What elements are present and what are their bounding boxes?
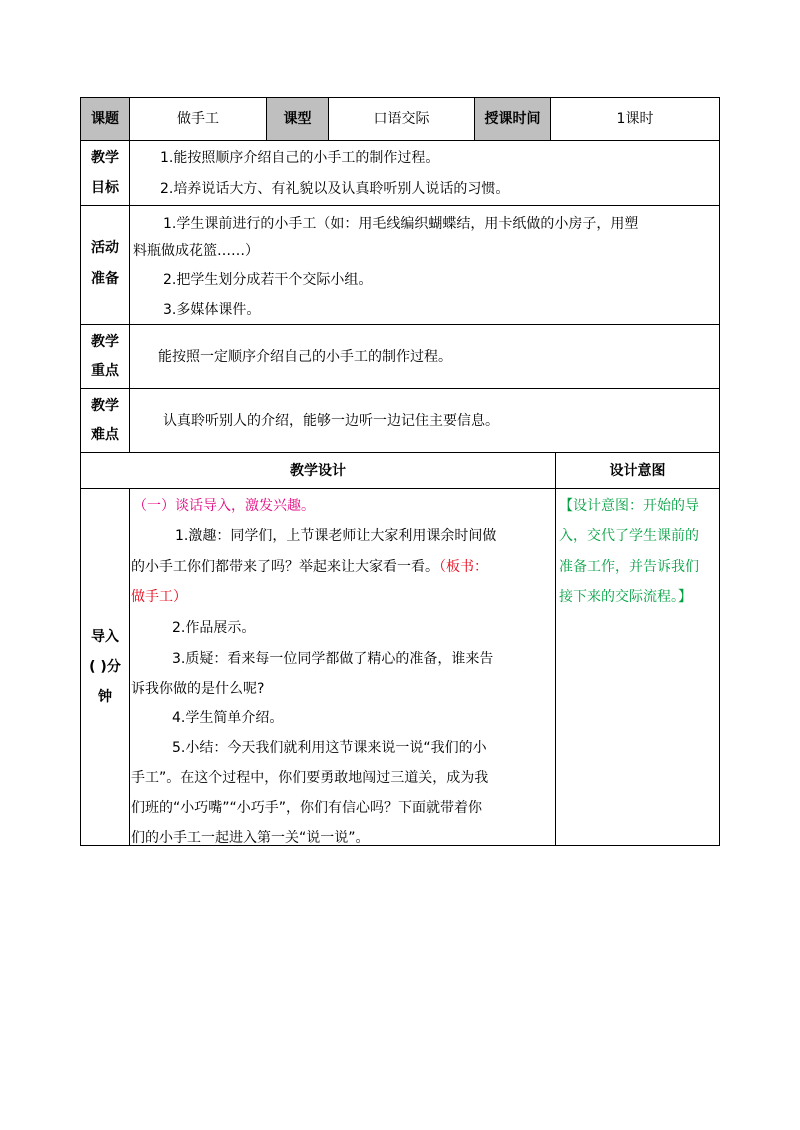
key-label-1: 教学 (91, 334, 119, 350)
prep-item-1b: 料瓶做成花篮……） (133, 243, 259, 259)
intent-line-3: 准备工作，并告诉我们 (559, 559, 699, 575)
goal-item-1: 1.能按照顺序介绍自己的小手工的制作过程。 (160, 150, 440, 166)
difficulties-text: 认真聆听别人的介绍，能够一边听一边记住主要信息。 (163, 413, 499, 429)
intent-header: 设计意图 (609, 463, 666, 479)
intro-s5-line1: 5.小结：今天我们就利用这节课来说一说“我们的小 (172, 740, 487, 756)
time-value: 1课时 (616, 111, 654, 127)
intro-heading: （一）谈话导入，激发兴趣。 (133, 498, 315, 514)
intro-label-2: ( )分 (89, 659, 121, 675)
prep-item-1a: 1.学生课前进行的小手工（如：用毛线编织蝴蝶结，用卡纸做的小房子，用塑 (163, 216, 639, 232)
intro-s5-line4: 们的小手工一起进入第一关“说一说”。 (131, 830, 370, 846)
goals-label-2: 目标 (91, 180, 119, 196)
intro-s1-line2 (131, 557, 488, 577)
intro-s5-line2: 手工”。在这个过程中，你们要勇敢地闯过三道关，成为我 (131, 770, 489, 786)
intro-label-3: 钟 (98, 689, 112, 705)
intro-s3-line1: 3.质疑：看来每一位同学都做了精心的准备，谁来告 (172, 651, 494, 667)
topic-value: 做手工 (177, 111, 219, 127)
prep-label-1: 活动 (91, 240, 119, 256)
intent-line-1: 【设计意图：开始的导 (559, 498, 699, 514)
intro-s1-line2-red: （板书： (439, 559, 488, 575)
intro-s4: 4.学生简单介绍。 (172, 710, 284, 726)
difficulty-label-2: 难点 (91, 427, 119, 443)
goal-item-2: 2.培养说话大方、有礼貌以及认真聆听别人说话的习惯。 (160, 181, 510, 197)
prep-item-3: 3.多媒体课件。 (163, 302, 261, 318)
intro-s1-line1: 1.激趣：同学们，上节课老师让大家利用课余时间做 (175, 528, 497, 544)
intro-label-1: 导入 (91, 629, 119, 645)
intro-s1-line2-black: 的小手工你们都带来了吗？举起来让大家看一看。 (131, 559, 439, 575)
goals-label-1: 教学 (91, 150, 119, 166)
prep-item-2: 2.把学生划分成若干个交际小组。 (163, 272, 373, 288)
intent-line-4: 接下来的交际流程。】 (559, 589, 692, 605)
key-points-text: 能按照一定顺序介绍自己的小手工的制作过程。 (158, 349, 452, 365)
intro-s2: 2.作品展示。 (172, 620, 256, 636)
intro-s1-line3: 做手工） (131, 589, 187, 605)
key-label-2: 重点 (91, 363, 119, 379)
difficulty-label-1: 教学 (91, 398, 119, 414)
prep-label-2: 准备 (91, 271, 119, 287)
topic-label: 课题 (91, 111, 119, 127)
intent-line-2: 入，交代了学生课前的 (559, 528, 699, 544)
type-value: 口语交际 (373, 111, 430, 127)
design-header: 教学设计 (290, 463, 346, 479)
type-label: 课型 (283, 111, 312, 127)
intro-s5-line3: 们班的“小巧嘴”“小巧手”，你们有信心吗？下面就带着你 (131, 800, 483, 816)
intro-s3-line2: 诉我你做的是什么呢? (131, 681, 265, 697)
time-label: 授课时间 (484, 111, 541, 127)
